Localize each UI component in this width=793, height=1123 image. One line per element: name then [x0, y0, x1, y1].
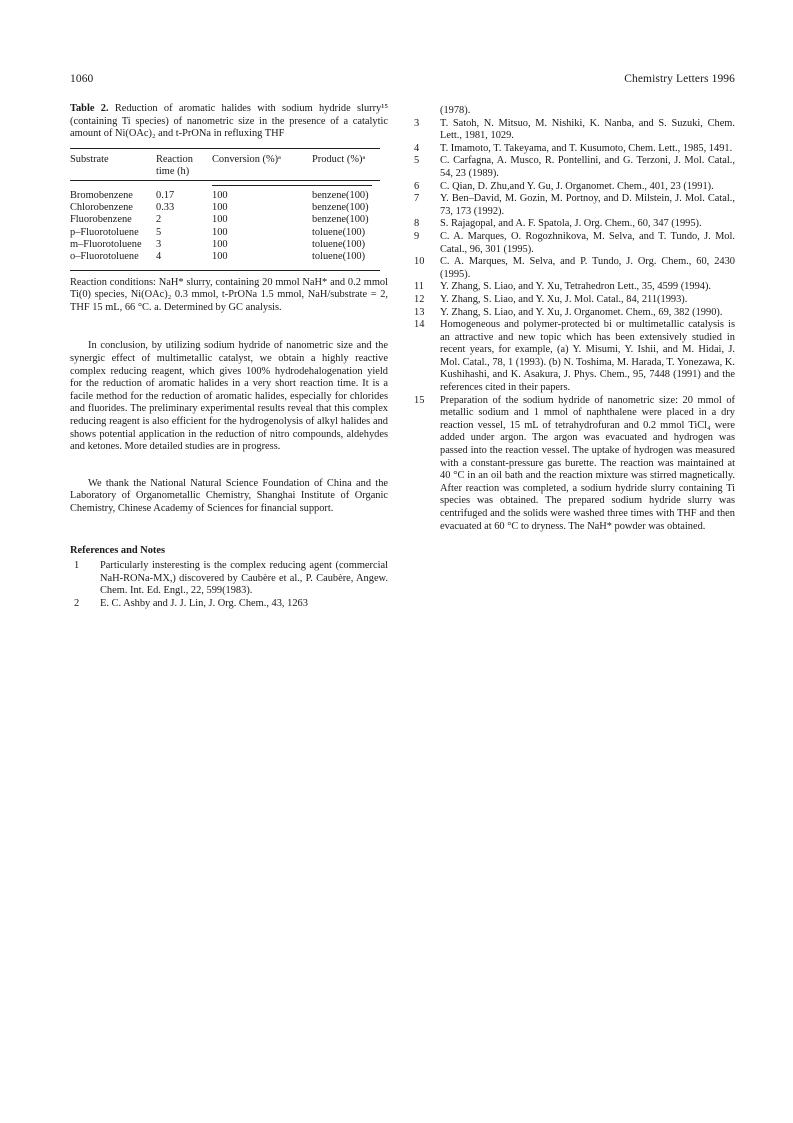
table-header-conversion: Conversion (%)ᵃ [212, 153, 281, 165]
table-cell: 100 [212, 214, 228, 226]
table-caption [70, 103, 388, 141]
table-cell: toluene(100) [312, 238, 366, 250]
table-row [70, 190, 380, 202]
results-table [70, 148, 380, 271]
table-row [70, 251, 380, 270]
reference-number: 11 [414, 281, 425, 293]
table-cell: 3 [156, 238, 162, 250]
reference-item [410, 155, 735, 180]
references-heading: References and Notes [70, 545, 166, 557]
table-header-product: Product (%)ᵃ [312, 153, 366, 165]
reference-number: 1 [74, 560, 80, 572]
table-cell: 2 [156, 214, 162, 226]
reference-text: Preparation of the sodium hydride of nanometric size: 20 mmol of metallic sodium and 1 mmol of naphthalene were placed in a dry reaction vessel, 15 mL of tetrahydrofuran and 0.2 mmol TiCl₄ were added under argon. The argon was evacuated and hydrogen was passed into the reaction vessel. The uptake of hydrogen was measured with a constant-pressure gas burette. The reaction was maintained at 40 °C in an oil bath and the reaction mixture was stirred magnetically. After reaction was completed, a sodium hydride slurry containing Ti species was obtained. The prepared sodium hydride slurry was centrifuged and the solids were washed three times with THF and then evacuated at 60 °C to dryness. The NaH* powder was obtained. [440, 394, 735, 532]
table-cell: toluene(100) [312, 251, 380, 270]
table-body [70, 190, 380, 270]
reference-item [70, 598, 388, 611]
reference-number: 4 [414, 142, 420, 154]
table-cell: m–Fluorotoluene [70, 238, 142, 250]
reference-list-right [410, 105, 735, 533]
page-number: 1060 [70, 73, 94, 85]
table-cell: 100 [212, 238, 228, 250]
table-row [70, 239, 380, 251]
table-cell: 100 [212, 251, 312, 270]
table-footnote: Reaction conditions: NaH* slurry, containing 20 mmol NaH* and 0.2 mmol Ti(0) species, Ni(OAc)₂ 0.3 mmol, t-PrONa 1.5 mmol, NaH/substrate = 2, THF 15 mL, 66 °C. a. Determined by GC analysis. [70, 276, 388, 313]
conclusion-paragraph: In conclusion, by utilizing sodium hydride of nanometric size and the synergic effect of multimetallic catalyst, we obtain a highly reactive complex reducing reagent, which gives 100% hydrodehalogenation yield for the reduction of aromatic halides in a very short reaction time. It is a facile method for the reduction of aromatic halides, especially for chlorides and fluorides. The preliminary experimental results reveal that this complex reducing reagent is also efficient for the hydrogenolysis of alkyl halides and shows potential application in the reduction of nitro compounds, aldehydes and ketones. More detailed studies are in progress. [70, 340, 388, 453]
reference-item [410, 193, 735, 218]
reference-item [410, 218, 735, 231]
reference-item [410, 319, 735, 395]
table-cell: 4 [156, 251, 212, 270]
right-column [410, 105, 735, 533]
table-row [70, 227, 380, 239]
reference-text: E. C. Ashby and J. J. Lin, J. Org. Chem., 43, 1263 [100, 597, 308, 609]
table-cell: 100 [212, 226, 228, 238]
reference-text: S. Rajagopal, and A. F. Spatola, J. Org. Chem., 60, 347 (1995). [440, 218, 702, 230]
table-cell: 0.33 [156, 202, 175, 214]
table-cell: 100 [212, 189, 228, 201]
table-cell: 100 [212, 202, 228, 214]
reference-item [410, 105, 735, 118]
reference-number [410, 105, 440, 118]
reference-text: Y. Zhang, S. Liao, and Y. Xu, J. Organomet. Chem., 69, 382 (1990). [440, 306, 723, 318]
table-cell: toluene(100) [312, 226, 366, 238]
reference-item [410, 281, 735, 294]
reference-number: 15 [414, 394, 425, 406]
table-row [70, 214, 380, 226]
table-cell: o–Fluorotoluene [70, 251, 156, 270]
table-cell: p–Fluorotoluene [70, 226, 139, 238]
reference-text: Y. Zhang, S. Liao, and Y. Xu, J. Mol. Catal., 84, 211(1993). [440, 293, 688, 305]
table-cell: Bromobenzene [70, 189, 133, 201]
table-cell: Chlorobenzene [70, 202, 133, 214]
table-cell: benzene(100) [312, 189, 369, 201]
table-cell: benzene(100) [312, 202, 369, 214]
reference-text: Homogeneous and polymer-protected bi or multimetallic catalysis is an attractive and new topic which has been extensively studied in recent years, for example, (a) Y. Misumi, Y. Ishii, and M. Hidai, J. Mol. Catal., 78, 1 (1993). (b) N. Toshima, M. Harada, T. Yonezawa, K. Kushihashi, and K. Asakura, J. Phys. Chem., 95, 7448 (1991) and the references cited in their papers. [440, 319, 735, 394]
table-cell: 5 [156, 226, 162, 238]
table-cell: 0.17 [156, 189, 175, 201]
reference-number: 12 [414, 293, 425, 305]
journal-running-head: Chemistry Letters 1996 [624, 73, 735, 85]
reference-number: 7 [414, 193, 420, 205]
reference-item [410, 294, 735, 307]
reference-text: Y. Ben–David, M. Gozin, M. Portnoy, and D. Milstein, J. Mol. Catal., 73, 173 (1992). [440, 193, 735, 217]
left-column [70, 103, 388, 610]
reference-number: 8 [414, 218, 420, 230]
reference-number: 3 [414, 117, 420, 129]
reference-text: Y. Zhang, S. Liao, and Y. Xu, Tetrahedron Lett., 35, 4599 (1994). [440, 281, 712, 293]
reference-text: C. Carfagna, A. Musco, R. Pontellini, and G. Terzoni, J. Mol. Catal., 54, 23 (1989). [440, 155, 735, 179]
reference-item [410, 118, 735, 143]
reference-item [70, 560, 388, 598]
reference-list-left [70, 560, 388, 610]
reference-number: 13 [414, 306, 425, 318]
reference-number: 6 [414, 180, 420, 192]
reference-number: 9 [414, 230, 420, 242]
table-caption-text: Reduction of aromatic halides with sodium hydride slurry¹⁵ (containing Ti species) of nanometric size in the presence of a catalytic amount of Ni(OAc)₂ and t-PrONa in refluxing THF [70, 103, 388, 140]
table-header-substrate: Substrate [70, 153, 109, 165]
table-cell: Fluorobenzene [70, 214, 132, 226]
reference-item [410, 395, 735, 534]
table-header-time: Reaction time (h) [156, 153, 193, 177]
reference-item [410, 256, 735, 281]
reference-item [410, 231, 735, 256]
reference-text: C. A. Marques, M. Selva, and P. Tundo, J. Org. Chem., 60, 2430 (1995). [440, 256, 735, 280]
table-caption-label: Table 2. [70, 103, 109, 114]
reference-item [410, 181, 735, 194]
table-row [70, 202, 380, 214]
reference-text: C. Qian, D. Zhu,and Y. Gu, J. Organomet. Chem., 401, 23 (1991). [440, 180, 714, 192]
reference-item [410, 307, 735, 320]
reference-text: (1978). [440, 105, 471, 116]
table-cell: benzene(100) [312, 214, 369, 226]
reference-number: 14 [414, 319, 425, 331]
reference-text: T. Satoh, N. Mitsuo, M. Nishiki, K. Nanba, and S. Suzuki, Chem. Lett., 1981, 1029. [440, 117, 735, 142]
reference-number: 10 [414, 256, 425, 268]
reference-number: 5 [414, 155, 420, 167]
reference-item [410, 143, 735, 156]
reference-text: Particularly insteresting is the complex reducing agent (commercial NaH-RONa-MX,) discovered by Caubère et al., P. Caubère, Angew. Chem. Int. Ed. Engl., 22, 599(1983). [100, 560, 388, 597]
acknowledgement-paragraph: We thank the National Natural Science Foundation of China and the Laboratory of Organometallic Chemistry, Shanghai Institute of Organic Chemistry, Chinese Academy of Sciences for financial support. [70, 477, 388, 514]
reference-text: T. Imamoto, T. Takeyama, and T. Kusumoto, Chem. Lett., 1985, 1491. [440, 142, 733, 154]
reference-text: C. A. Marques, O. Rogozhnikova, M. Selva, and T. Tundo, J. Mol. Catal., 96, 301 (1995). [440, 230, 735, 255]
reference-number: 2 [74, 597, 80, 609]
